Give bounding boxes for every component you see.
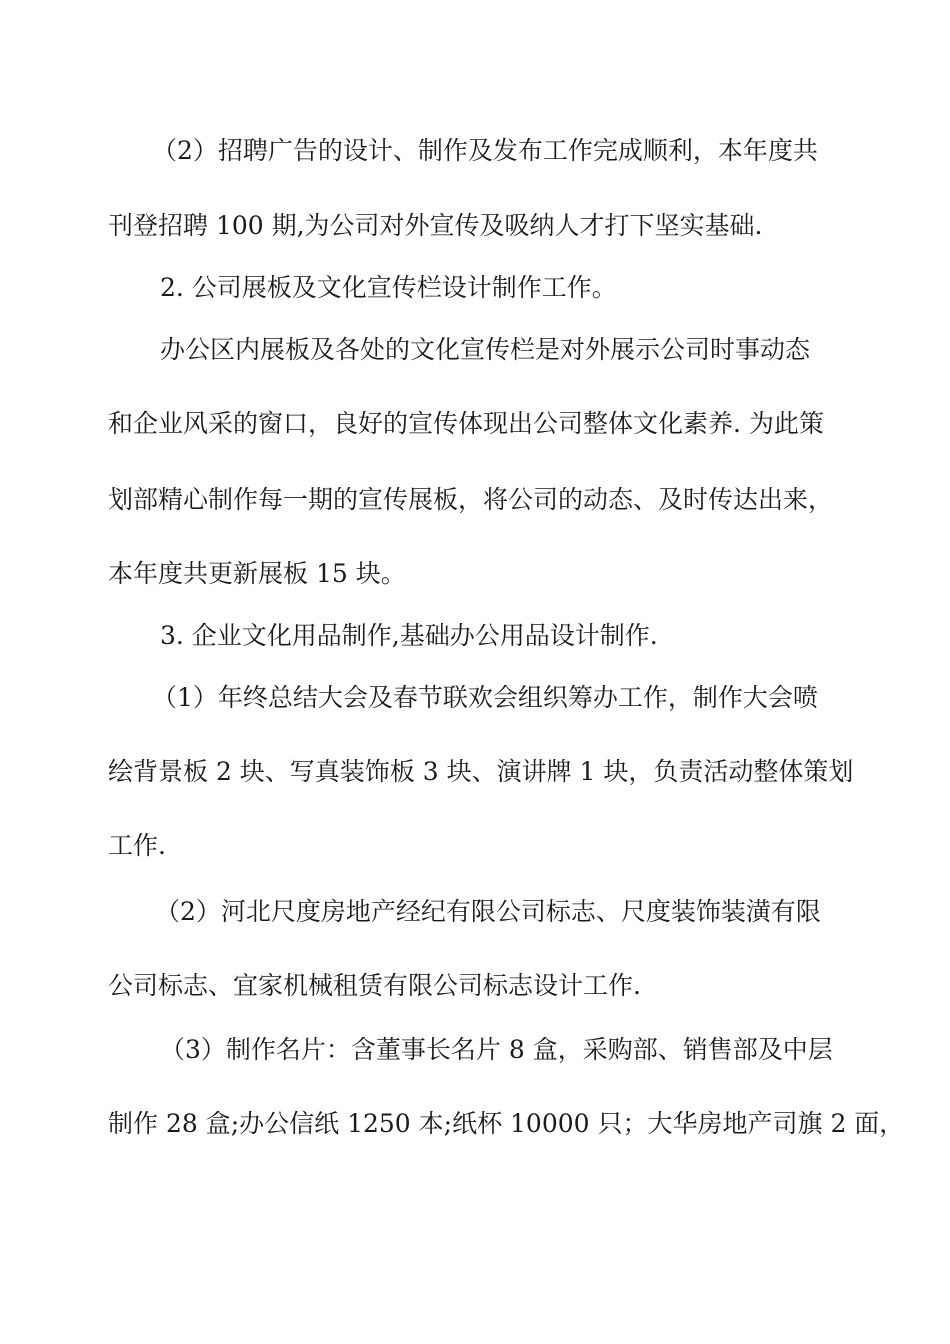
section-heading: 3. 企业文化用品制作,基础办公用品设计制作. — [160, 621, 658, 650]
section-heading: 2. 公司展板及文化宣传栏设计制作工作。 — [160, 273, 617, 302]
text-line: 刊登招聘 100 期,为公司对外宣传及吸纳人才打下坚实基础. — [108, 211, 763, 240]
text-line: 制作 28 盒;办公信纸 1250 本;纸杯 10000 只；大华房地产司旗 2 面， — [108, 1109, 905, 1138]
text-line: 办公区内展板及各处的文化宣传栏是对外展示公司时事动态 — [160, 335, 811, 364]
text-line: （3）制作名片：含董事长名片 8 盒，采购部、销售部及中层 — [160, 1035, 833, 1064]
text-line: 公司标志、宜家机械租赁有限公司标志设计工作. — [108, 971, 641, 1000]
text-line: 绘背景板 2 块、写真装饰板 3 块、演讲牌 1 块，负责活动整体策划 — [108, 757, 854, 786]
text-line: （1）年终总结大会及春节联欢会组织筹办工作，制作大会喷 — [152, 683, 818, 712]
text-line: 工作. — [108, 831, 166, 860]
text-line: （2）招聘广告的设计、制作及发布工作完成顺利，本年度共 — [152, 136, 818, 165]
text-line: 和企业风采的窗口，良好的宣传体现出公司整体文化素养. 为此策 — [108, 409, 824, 438]
text-line: 本年度共更新展板 15 块。 — [108, 559, 406, 588]
text-line: （2）河北尺度房地产经纪有限公司标志、尺度装饰装潢有限 — [155, 897, 821, 926]
text-line: 划部精心制作每一期的宣传展板，将公司的动态、及时传达出来， — [108, 485, 834, 514]
